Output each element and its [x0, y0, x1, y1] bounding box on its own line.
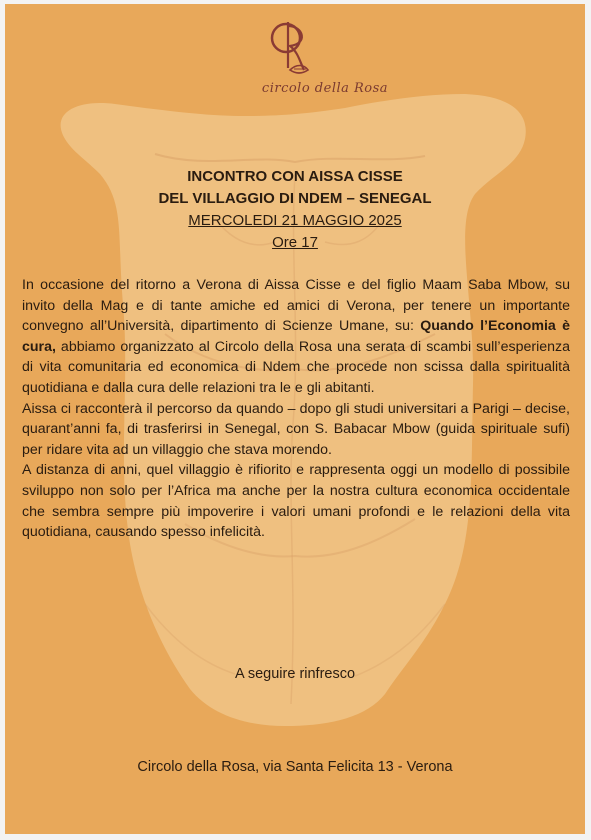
event-date: MERCOLEDI 21 MAGGIO 2025 — [188, 212, 402, 229]
rose-monogram-logo — [260, 12, 320, 82]
flyer-page — [5, 4, 585, 834]
description-paragraph-1: In occasione del ritorno a Verona di Aissa Cisse e del figlio Maam Saba Mbow, su invito della Mag e di tante amiche ed amici di Verona, per tenere un importante convegno all’Università, dipartimento di Scienze Umane, su: Quando l’Economia è cura, abbiamo organizzato al Circolo della Rosa una serata di scambi sull’esperienza di vita comunitaria ed economica di Ndem che procede non scissa dalla spiritualità quotidiana e dalla cura delle relazioni tra le e gli abitanti. — [22, 277, 570, 396]
event-time: Ore 17 — [272, 234, 318, 251]
event-heading — [5, 166, 585, 254]
event-title-line2: DEL VILLAGGIO DI NDEM – SENEGAL — [158, 190, 432, 207]
event-title-line1: INCONTRO CON AISSA CISSE — [187, 168, 403, 185]
event-description — [22, 275, 570, 543]
reception-note: A seguire rinfresco — [234, 666, 356, 682]
venue-address: Circolo della Rosa, via Santa Felicita 13 - Verona — [137, 759, 453, 775]
talk-title: Quando l’Economia è cura, — [22, 318, 570, 355]
description-paragraph-3: A distanza di anni, quel villaggio è rifiorito e rappresenta oggi un modello di possibile sviluppo non solo per l’Africa ma anche per la nostra cultura economica occidentale che sembra sempre più impoverire i valori umani profondi e le relazioni della vita quotidiana, causando spesso infelicità. — [22, 462, 570, 541]
logo-wordmark: circolo della Rosa — [261, 81, 389, 96]
description-paragraph-2: Aissa ci racconterà il percorso da quando – dopo gli studi universitari a Parigi – decise, quarant’anni fa, di trasferirsi in Senegal, con S. Babacar Mbow (guida spirituale sufi) per ridare vita ad un villaggio che stava morendo. — [22, 400, 570, 458]
